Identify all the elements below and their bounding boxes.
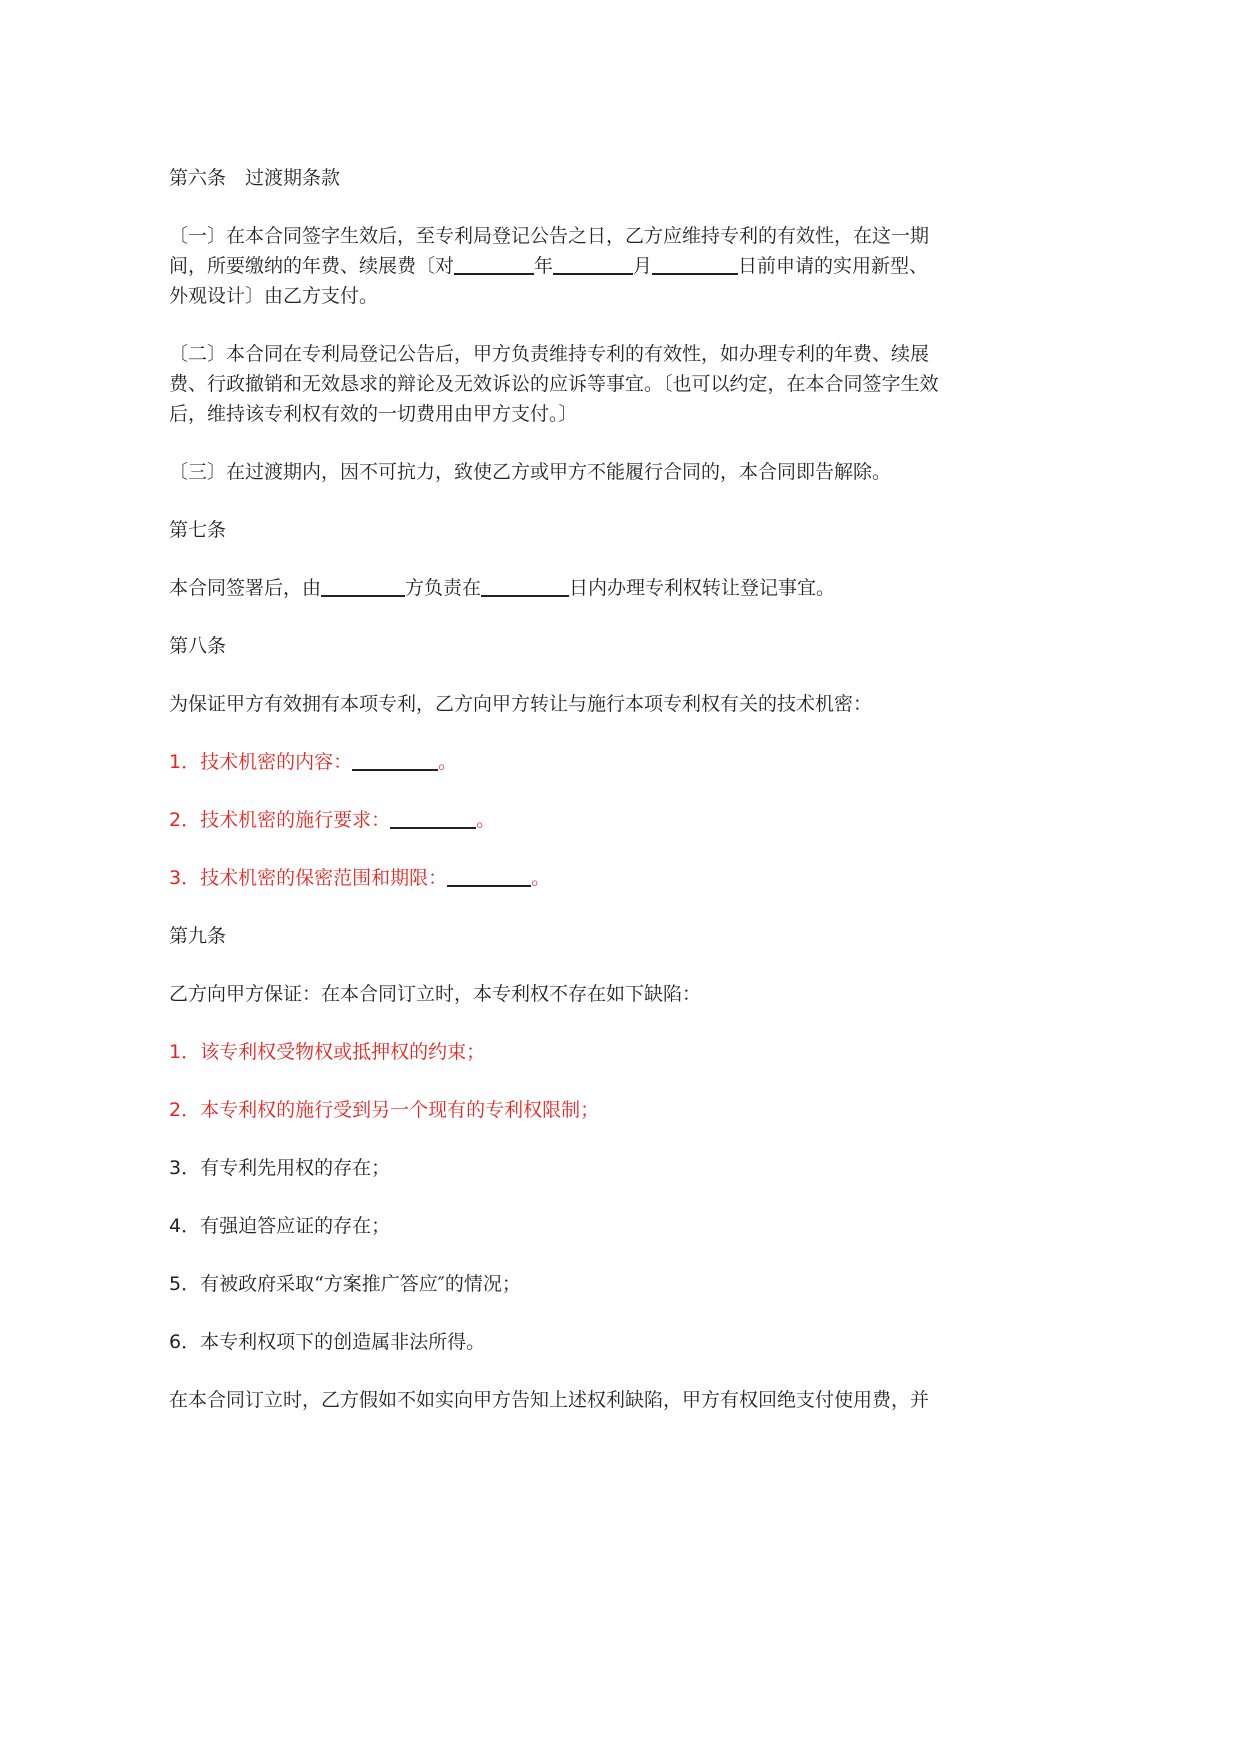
- item-text: 技术机密的内容：: [200, 751, 353, 773]
- item-text: 该专利权受物权或抵押权的约束；: [200, 1041, 486, 1063]
- defect-item-2: [169, 1095, 945, 1125]
- secret-item-2: [169, 805, 945, 835]
- item-end: 。: [438, 751, 458, 773]
- article-9-heading: 第九条: [169, 925, 227, 947]
- item-text: 有强迫答应证的存在；: [200, 1215, 391, 1237]
- fill-blank: [553, 253, 633, 275]
- item-number: 4．: [169, 1215, 201, 1237]
- clause-text: 月: [633, 255, 653, 277]
- clause-text: 年: [534, 255, 554, 277]
- article-9-closing: 在本合同订立时，乙方假如不如实向甲方告知上述权利缺陷，甲方有权回绝支付使用费，并: [169, 1389, 930, 1411]
- fill-blank: [454, 253, 534, 275]
- article-6-clause-1: [169, 221, 945, 311]
- item-number: 2．: [169, 1099, 201, 1121]
- item-number: 5．: [169, 1273, 201, 1295]
- clause-text: 日内办理专利权转让登记事宜。: [569, 577, 836, 599]
- fill-blank: [447, 865, 531, 887]
- article-7-heading: 第七条: [169, 519, 227, 541]
- defect-item-4: [169, 1211, 945, 1241]
- item-end: 。: [476, 809, 496, 831]
- item-text: 有专利先用权的存在；: [200, 1157, 391, 1179]
- clause-text: 本合同签署后，由: [169, 577, 322, 599]
- secret-item-3: [169, 863, 945, 893]
- clause-text: 日前申请的实用新型、外观设计〕由乙方支付。: [169, 255, 929, 307]
- item-text: 技术机密的保密范围和期限：: [200, 867, 448, 889]
- item-text: 有被政府采取“方案推广答应″的情况；: [200, 1273, 521, 1295]
- item-text: 本专利权项下的创造属非法所得。: [200, 1331, 486, 1353]
- clause-text: 方负责在: [405, 577, 482, 599]
- article-6-clause-2: 〔二〕本合同在专利局登记公告后，甲方负责维持专利的有效性，如办理专利的年费、续展费、行政撤销和无效恳求的辩论及无效诉讼的应诉等事宜。〔也可以约定，在本合同签字生效后，维持该专利权有效的一切费用由甲方支付。〕: [169, 343, 939, 425]
- article-6-clause-3: 〔三〕在过渡期内，因不可抗力，致使乙方或甲方不能履行合同的，本合同即告解除。: [169, 461, 892, 483]
- article-7-clause: [169, 573, 945, 603]
- item-text: 本专利权的施行受到另一个现有的专利权限制；: [200, 1099, 600, 1121]
- item-number: 6．: [169, 1331, 201, 1353]
- document-page: [169, 163, 945, 1443]
- item-number: 2．: [169, 809, 201, 831]
- fill-blank: [481, 575, 569, 597]
- defect-item-5: [169, 1269, 945, 1299]
- fill-blank: [352, 749, 438, 771]
- defect-item-1: [169, 1037, 945, 1067]
- item-number: 3．: [169, 867, 201, 889]
- clause-text: 〔一〕在本合同签字生效后，至专利局登记公告之日，乙方应维持专利的有效性，在这一期间，所要缴纳的年费、续展费〔对: [169, 225, 930, 277]
- article-6-heading: 第六条 过渡期条款: [169, 167, 341, 189]
- item-end: 。: [531, 867, 551, 889]
- item-text: 技术机密的施行要求：: [200, 809, 391, 831]
- article-8-intro: 为保证甲方有效拥有本项专利，乙方向甲方转让与施行本项专利权有关的技术机密：: [169, 693, 873, 715]
- item-number: 1．: [169, 751, 201, 773]
- article-8-heading: 第八条: [169, 635, 227, 657]
- fill-blank: [321, 575, 405, 597]
- item-number: 3．: [169, 1157, 201, 1179]
- defect-item-6: [169, 1327, 945, 1357]
- fill-blank: [390, 807, 476, 829]
- item-number: 1．: [169, 1041, 201, 1063]
- defect-item-3: [169, 1153, 945, 1183]
- article-9-intro: 乙方向甲方保证：在本合同订立时，本专利权不存在如下缺陷：: [169, 983, 702, 1005]
- secret-item-1: [169, 747, 945, 777]
- fill-blank: [652, 253, 738, 275]
